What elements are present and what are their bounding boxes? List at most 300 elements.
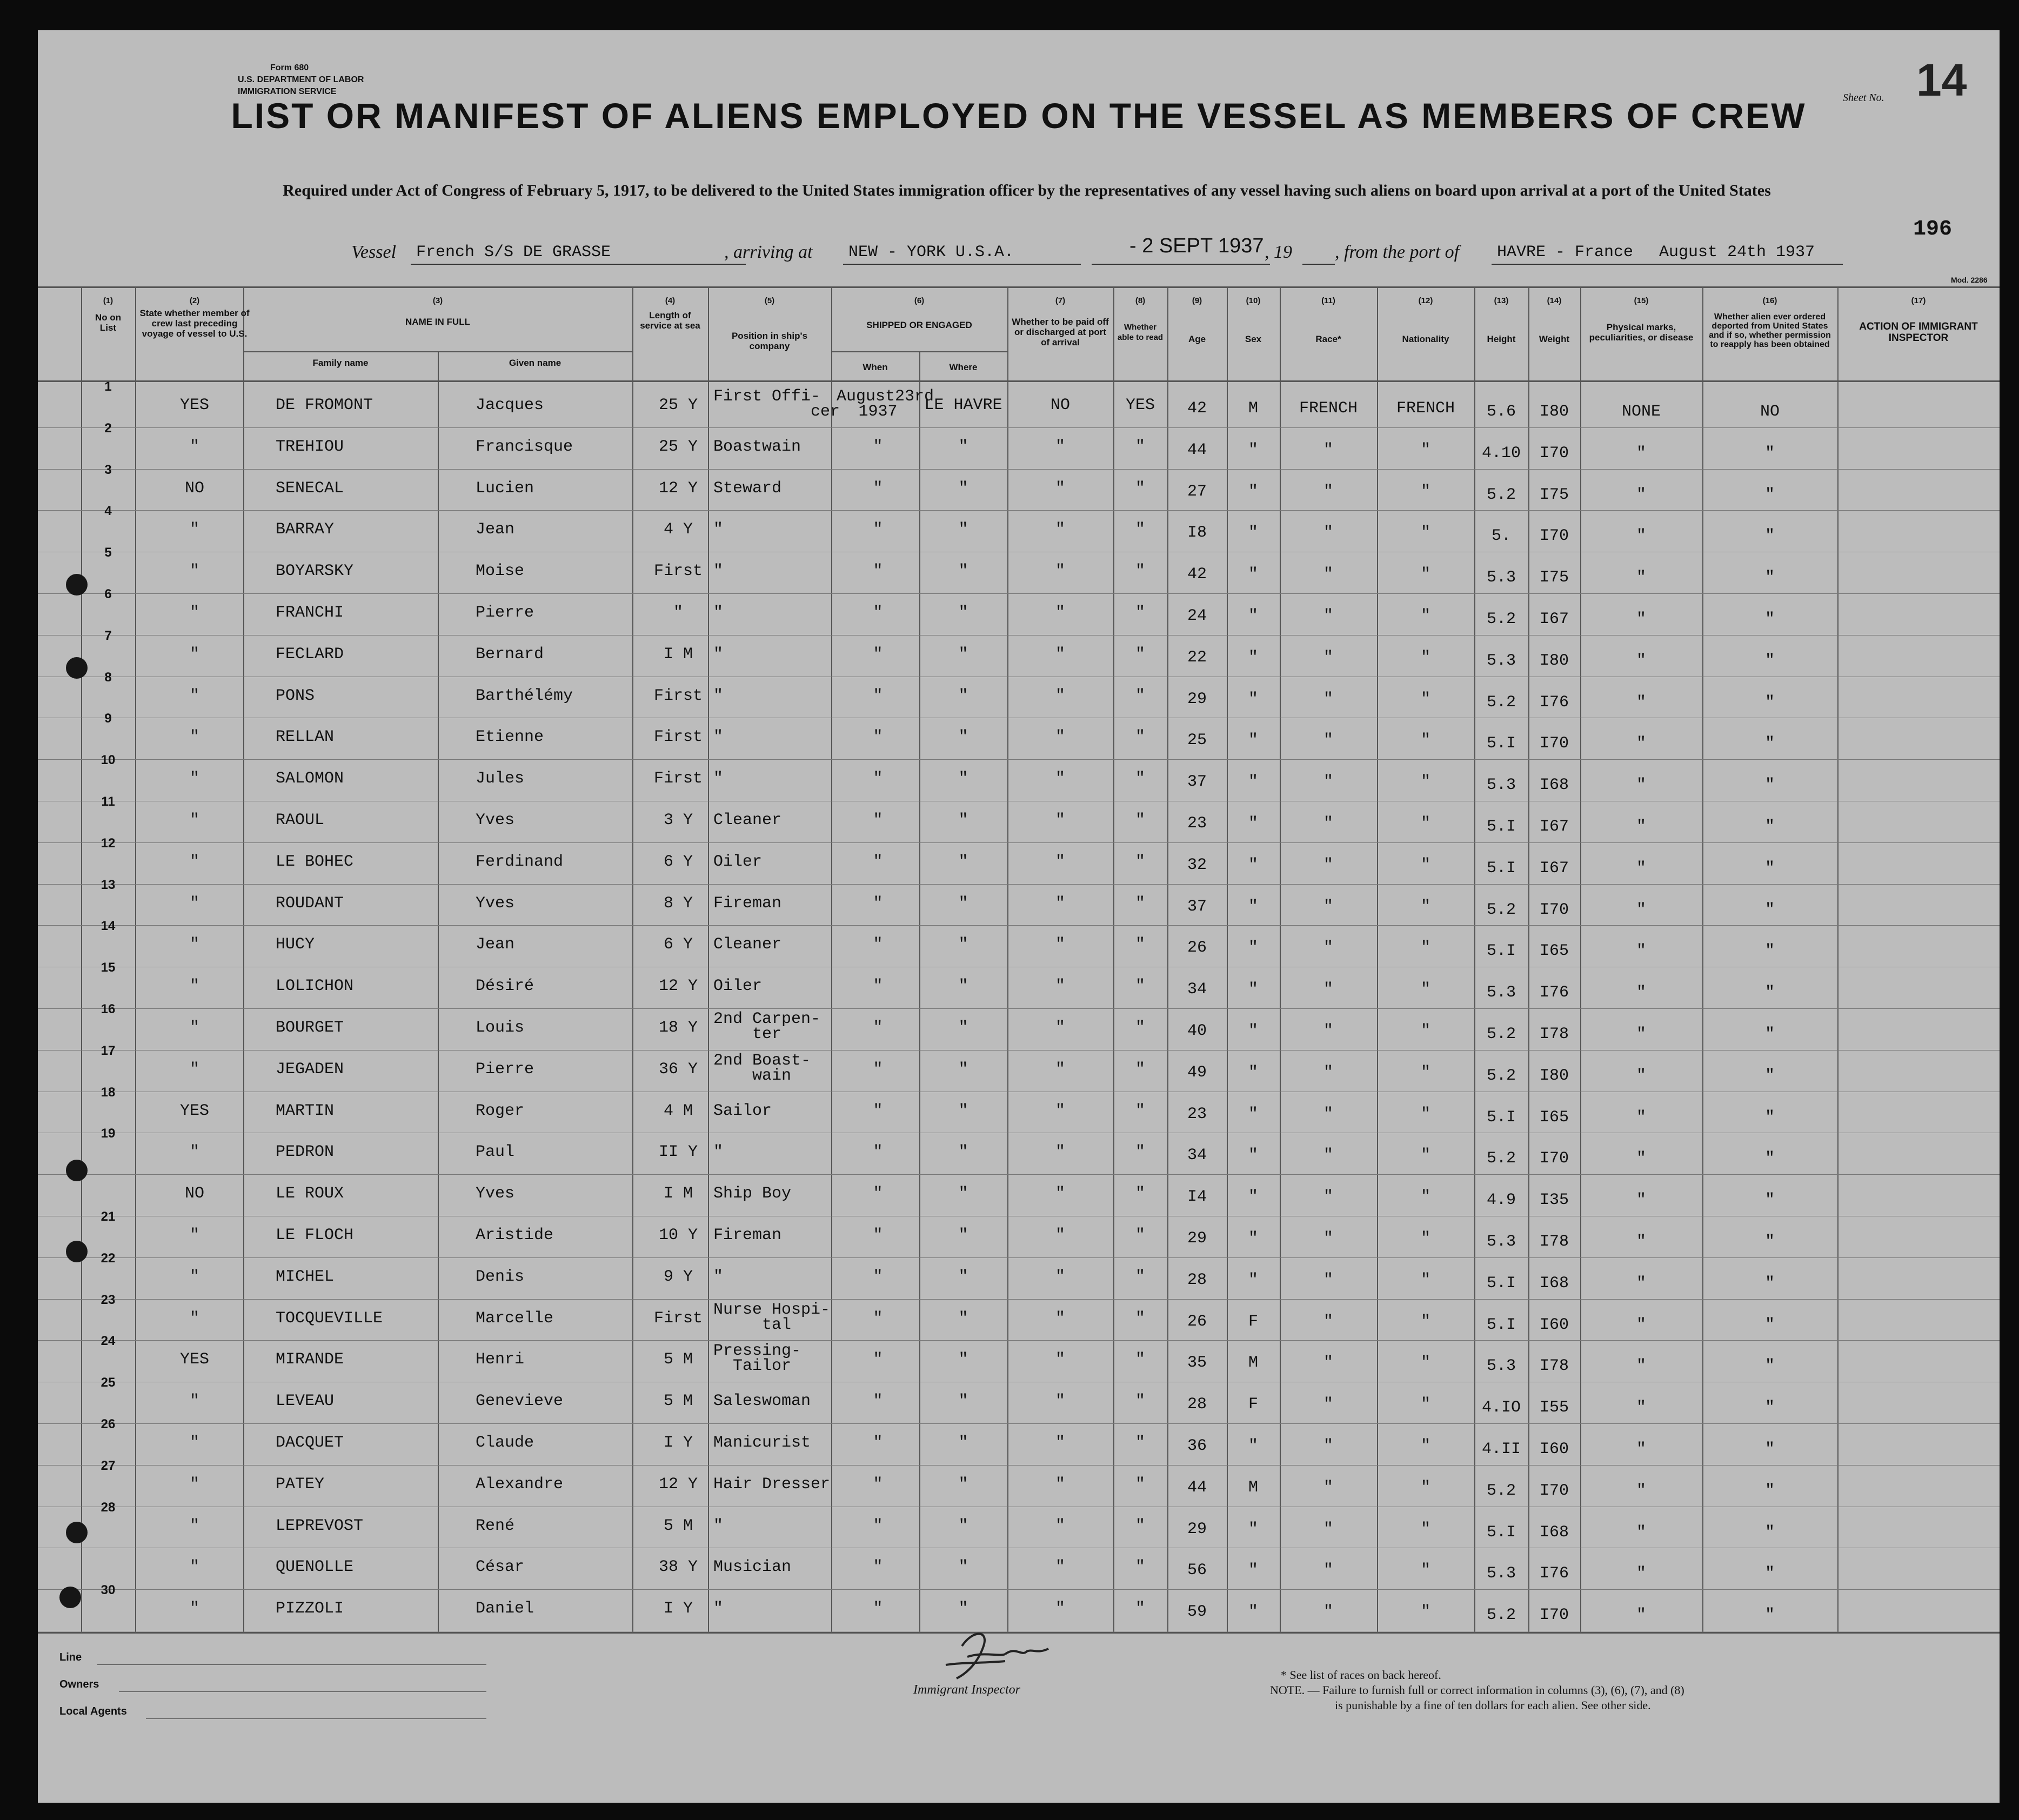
cell-marks: "	[1636, 1523, 1646, 1542]
table-row	[38, 462, 2000, 511]
cell-family: SENECAL	[276, 479, 344, 498]
cell-when: "	[873, 1516, 883, 1535]
cell-age: 37	[1187, 897, 1207, 916]
cell-height: 5.I	[1486, 818, 1516, 836]
cell-race: "	[1323, 1105, 1333, 1123]
cell-no: 24	[101, 1334, 116, 1349]
cell-paid: "	[1055, 686, 1065, 705]
cell-service: 12 Y	[658, 1475, 698, 1494]
cell-marks: "	[1636, 1066, 1646, 1085]
cell-weight: I70	[1539, 444, 1569, 463]
cell-race: "	[1323, 1022, 1333, 1040]
cell-paid: "	[1055, 1019, 1065, 1037]
col7-header: Whether to be paid off or discharged at port of arrival	[1012, 317, 1109, 347]
cell-where: "	[958, 1143, 968, 1162]
table-row	[38, 1375, 2000, 1424]
cell-weight: I78	[1539, 1357, 1569, 1376]
table-row	[38, 1177, 2000, 1216]
cell-height: 4.IO	[1481, 1399, 1521, 1417]
cell-when: August23rd 1937	[837, 387, 934, 421]
cell-sex: "	[1248, 1603, 1258, 1622]
cell-when: "	[873, 686, 883, 705]
cell-read: "	[1135, 1019, 1145, 1037]
cell-family: PONS	[276, 686, 315, 705]
cell-marks: "	[1636, 1274, 1646, 1293]
cell-marks: "	[1636, 1108, 1646, 1127]
cell-deported: "	[1764, 1399, 1775, 1417]
cell-given: Lucien	[476, 479, 534, 498]
cell-sex: "	[1248, 1146, 1258, 1165]
table-row	[38, 753, 2000, 801]
cell-sex: "	[1248, 440, 1258, 459]
document-subtitle: Required under Act of Congress of February 5, 1917, to be delivered to the United States immigration officer by the representatives of any vessel having such aliens on board upon arrival at a port of the United States	[283, 182, 1771, 199]
table-row	[38, 919, 2000, 967]
cell-marks: "	[1636, 1025, 1646, 1043]
cell-paid: "	[1055, 1143, 1065, 1162]
cell-marks: "	[1636, 1440, 1646, 1458]
cell-race: "	[1323, 1395, 1333, 1414]
cell-family: SALOMON	[276, 770, 344, 788]
punch-hole	[66, 1522, 88, 1543]
cell-prev: "	[189, 1434, 199, 1452]
cell-read: "	[1135, 1101, 1145, 1120]
cell-given: Denis	[476, 1267, 525, 1286]
cell-prev: "	[189, 1392, 199, 1411]
cell-when: "	[873, 1600, 883, 1618]
cell-nationality: "	[1420, 980, 1430, 999]
cell-marks: "	[1636, 818, 1646, 836]
cell-height: 4.9	[1486, 1191, 1516, 1210]
cell-race: FRENCH	[1299, 399, 1358, 418]
col16-header: Whether alien ever ordered deported from United States and if so, whether permission to reapply has been obtained	[1709, 312, 1831, 349]
cell-nationality: "	[1420, 648, 1430, 667]
cell-when: "	[873, 562, 883, 581]
cell-marks: "	[1636, 1606, 1646, 1625]
cell-height: 5.3	[1486, 568, 1516, 587]
cell-when: "	[873, 770, 883, 788]
cell-prev: "	[189, 686, 199, 705]
cell-service: First	[653, 1309, 703, 1328]
cell-sex: M	[1248, 399, 1258, 418]
cell-marks: "	[1636, 1564, 1646, 1583]
cell-weight: I76	[1539, 693, 1569, 712]
table-row	[38, 504, 2000, 552]
cell-when: "	[873, 1019, 883, 1037]
cell-family: TREHIOU	[276, 437, 344, 456]
cell-age: 24	[1187, 607, 1207, 625]
cell-age: 34	[1187, 1146, 1207, 1165]
cell-deported: "	[1764, 1274, 1775, 1293]
cell-no: 5	[104, 545, 112, 560]
cell-age: 29	[1187, 1520, 1207, 1538]
cell-height: 5.2	[1486, 1606, 1516, 1625]
cell-paid: "	[1055, 770, 1065, 788]
cell-marks: "	[1636, 1233, 1646, 1251]
cell-given: Alexandre	[476, 1475, 564, 1494]
cell-deported: "	[1764, 776, 1775, 795]
cell-when: "	[873, 1392, 883, 1411]
cell-where: "	[958, 1392, 968, 1411]
cell-family: LEVEAU	[276, 1392, 335, 1411]
local-agents-label: Local Agents	[59, 1705, 127, 1717]
cell-age: 29	[1187, 690, 1207, 708]
cell-prev: NO	[184, 479, 204, 498]
cell-service: 10 Y	[658, 1226, 698, 1244]
cell-no: 3	[104, 462, 112, 477]
cell-deported: "	[1764, 1066, 1775, 1085]
cell-family: DE FROMONT	[276, 396, 373, 414]
cell-weight: I75	[1539, 485, 1569, 504]
cell-family: BOURGET	[276, 1019, 344, 1037]
cell-prev: "	[189, 852, 199, 871]
cell-where: "	[958, 770, 968, 788]
cell-prev: "	[189, 935, 199, 954]
col12-header: Nationality	[1402, 334, 1449, 344]
cell-weight: I75	[1539, 568, 1569, 587]
cell-prev: "	[189, 770, 199, 788]
cell-deported: "	[1764, 1440, 1775, 1458]
cell-when: "	[873, 437, 883, 456]
cell-weight: I67	[1539, 610, 1569, 628]
cell-race: "	[1323, 1603, 1333, 1622]
cell-paid: "	[1055, 1185, 1065, 1203]
col3-family-header: Family name	[312, 358, 369, 368]
cell-prev: "	[189, 894, 199, 913]
cell-age: I4	[1187, 1188, 1207, 1207]
cell-service: First	[653, 686, 703, 705]
cell-service: 6 Y	[663, 935, 693, 954]
cell-deported: "	[1764, 568, 1775, 587]
punch-hole	[66, 1241, 88, 1262]
departure-port: HAVRE - France	[1497, 243, 1634, 262]
cell-height: 5.3	[1486, 1233, 1516, 1251]
cell-no: 28	[101, 1500, 116, 1515]
cell-no: 18	[101, 1085, 116, 1100]
table-row	[38, 1551, 2000, 1590]
cell-when: "	[873, 1267, 883, 1286]
cell-when: "	[873, 1309, 883, 1328]
cell-race: "	[1323, 1146, 1333, 1165]
cell-nationality: "	[1420, 855, 1430, 874]
cell-paid: "	[1055, 1434, 1065, 1452]
cell-race: "	[1323, 1312, 1333, 1331]
cell-position: First Offi- cer	[713, 387, 840, 421]
cell-no: 7	[104, 628, 112, 643]
cell-nationality: "	[1420, 565, 1430, 584]
cell-no: 16	[101, 1002, 116, 1016]
cell-marks: "	[1636, 859, 1646, 878]
cell-nationality: "	[1420, 773, 1430, 792]
cell-no: 25	[101, 1375, 116, 1390]
cell-where: "	[958, 604, 968, 622]
cell-prev: "	[189, 1226, 199, 1244]
cell-marks: "	[1636, 1399, 1646, 1417]
cell-service: 3 Y	[663, 811, 693, 829]
cell-service: 4 M	[663, 1101, 693, 1120]
col3-number: (3)	[432, 296, 443, 305]
cell-nationality: "	[1420, 690, 1430, 708]
cell-nationality: "	[1420, 1229, 1430, 1248]
cell-read: "	[1135, 852, 1145, 871]
arrival-port: NEW - YORK U.S.A.	[848, 243, 1014, 262]
col8-header: Whether able to read	[1117, 323, 1164, 342]
cell-prev: "	[189, 1558, 199, 1577]
cell-nationality: "	[1420, 524, 1430, 543]
table-row	[38, 1417, 2000, 1466]
cell-paid: "	[1055, 894, 1065, 913]
cell-sex: "	[1248, 1188, 1258, 1207]
cell-deported: "	[1764, 1191, 1775, 1210]
cell-prev: YES	[179, 1101, 209, 1120]
cell-no: 9	[104, 711, 112, 726]
cell-sex: M	[1248, 1354, 1258, 1373]
col15-number: (15)	[1634, 296, 1649, 305]
table-row	[38, 1458, 2000, 1507]
cell-prev: "	[189, 1600, 199, 1618]
sheet-number: 14	[1916, 55, 1967, 105]
cell-position: "	[713, 770, 724, 788]
owners-label: Owners	[59, 1678, 99, 1690]
cell-read: "	[1135, 1392, 1145, 1411]
cell-when: "	[873, 520, 883, 539]
cell-where: "	[958, 1267, 968, 1286]
cell-prev: YES	[179, 396, 209, 414]
cell-deported: "	[1764, 527, 1775, 546]
cell-nationality: "	[1420, 1354, 1430, 1373]
cell-marks: "	[1636, 485, 1646, 504]
cell-read: "	[1135, 520, 1145, 539]
cell-sex: "	[1248, 482, 1258, 501]
cell-sex: "	[1248, 1105, 1258, 1123]
cell-race: "	[1323, 855, 1333, 874]
cell-race: "	[1323, 1520, 1333, 1538]
cell-service: 5 M	[663, 1392, 693, 1411]
cell-no: 22	[101, 1250, 116, 1266]
cell-height: 5.2	[1486, 1149, 1516, 1168]
cell-family: LEPREVOST	[276, 1516, 364, 1535]
cell-where: "	[958, 1600, 968, 1618]
cell-height: 5.I	[1486, 1274, 1516, 1293]
cell-sex: F	[1248, 1395, 1258, 1414]
cell-sex: "	[1248, 897, 1258, 916]
cell-sex: "	[1248, 1063, 1258, 1082]
departure-date: August 24th 1937	[1659, 243, 1815, 262]
cell-nationality: "	[1420, 440, 1430, 459]
cell-prev: "	[189, 1475, 199, 1494]
cell-no: 23	[101, 1292, 116, 1307]
cell-paid: "	[1055, 935, 1065, 954]
cell-where: "	[958, 1309, 968, 1328]
cell-position: "	[713, 520, 724, 539]
cell-deported: "	[1764, 900, 1775, 919]
cell-service: 9 Y	[663, 1267, 693, 1286]
cell-family: LE ROUX	[276, 1185, 344, 1203]
table-row	[38, 420, 2000, 470]
cell-race: "	[1323, 939, 1333, 958]
cell-position: "	[713, 1267, 724, 1286]
cell-given: Daniel	[476, 1600, 534, 1618]
cell-weight: I78	[1539, 1025, 1569, 1043]
cell-nationality: "	[1420, 1395, 1430, 1414]
col2-header: State whether member of crew last preceding voyage of vessel to U.S.	[139, 308, 250, 339]
cell-when: "	[873, 645, 883, 664]
cell-sex: "	[1248, 1437, 1258, 1455]
cell-marks: "	[1636, 983, 1646, 1002]
cell-weight: I76	[1539, 1564, 1569, 1583]
cell-sex: "	[1248, 690, 1258, 708]
immigrant-inspector-label: Immigrant Inspector	[913, 1683, 1020, 1697]
cell-deported: "	[1764, 1606, 1775, 1625]
cell-paid: "	[1055, 811, 1065, 829]
cell-deported: "	[1764, 1523, 1775, 1542]
cell-sex: "	[1248, 648, 1258, 667]
col17-header: ACTION OF IMMIGRANT INSPECTOR	[1859, 321, 1978, 344]
cell-where: "	[958, 1060, 968, 1079]
cell-sex: F	[1248, 1312, 1258, 1331]
cell-paid: "	[1055, 1392, 1065, 1411]
cell-where: "	[958, 1019, 968, 1037]
cell-paid: "	[1055, 728, 1065, 747]
cell-race: "	[1323, 1354, 1333, 1373]
table-row	[38, 587, 2000, 635]
cell-sex: "	[1248, 1229, 1258, 1248]
cell-marks: "	[1636, 776, 1646, 795]
cell-height: 5.2	[1486, 610, 1516, 628]
cell-height: 5.2	[1486, 1025, 1516, 1043]
department-name: U.S. DEPARTMENT OF LABOR	[238, 75, 364, 84]
cell-sex: "	[1248, 731, 1258, 750]
cell-where: "	[958, 1101, 968, 1120]
cell-service: I Y	[663, 1600, 693, 1618]
cell-paid: "	[1055, 1101, 1065, 1120]
col7-number: (7)	[1055, 296, 1066, 305]
cell-when: "	[873, 728, 883, 747]
cell-marks: "	[1636, 1149, 1646, 1168]
cell-service: 5 M	[663, 1516, 693, 1535]
cell-position: "	[713, 1516, 724, 1535]
cell-deported: "	[1764, 942, 1775, 961]
cell-where: "	[958, 1226, 968, 1244]
cell-position: Musician	[713, 1558, 792, 1577]
cell-prev: "	[189, 1267, 199, 1286]
cell-no: 11	[101, 794, 115, 809]
cell-height: 4.II	[1481, 1440, 1521, 1458]
table-row	[38, 1209, 2000, 1258]
cell-prev: "	[189, 1143, 199, 1162]
cell-when: "	[873, 852, 883, 871]
cell-no: 6	[104, 587, 112, 601]
cell-age: 29	[1187, 1229, 1207, 1248]
cell-given: Jacques	[476, 396, 544, 414]
cell-weight: I78	[1539, 1233, 1569, 1251]
cell-read: "	[1135, 437, 1145, 456]
cell-position: Steward	[713, 479, 782, 498]
cell-marks: "	[1636, 610, 1646, 628]
cell-weight: I68	[1539, 1523, 1569, 1542]
cell-family: ROUDANT	[276, 894, 344, 913]
cell-age: 23	[1187, 814, 1207, 833]
table-row	[38, 1500, 2000, 1549]
cell-paid: "	[1055, 562, 1065, 581]
cell-when: "	[873, 1350, 883, 1369]
cell-service: 25 Y	[658, 437, 698, 456]
cell-nationality: "	[1420, 897, 1430, 916]
cell-nationality: "	[1420, 1105, 1430, 1123]
cell-prev: "	[189, 645, 199, 664]
year-label: , 19	[1265, 242, 1292, 262]
cell-when: "	[873, 1558, 883, 1577]
cell-given: Jean	[476, 520, 515, 539]
col12-number: (12)	[1418, 296, 1433, 305]
cell-where: "	[958, 1516, 968, 1535]
cell-sex: "	[1248, 1561, 1258, 1580]
cell-age: 44	[1187, 1478, 1207, 1497]
col9-number: (9)	[1192, 296, 1202, 305]
cell-where: "	[958, 811, 968, 829]
punch-hole	[66, 1160, 88, 1181]
manifest-sheet	[38, 30, 2000, 1803]
cell-race: "	[1323, 1561, 1333, 1580]
cell-given: Jean	[476, 935, 515, 954]
cell-height: 5.I	[1486, 734, 1516, 753]
cell-read: "	[1135, 935, 1145, 954]
cell-nationality: "	[1420, 1437, 1430, 1455]
cell-sex: "	[1248, 1270, 1258, 1289]
col10-number: (10)	[1246, 296, 1261, 305]
cell-when: "	[873, 604, 883, 622]
cell-family: BOYARSKY	[276, 562, 354, 581]
arriving-label: , arriving at	[724, 242, 813, 262]
table-row	[38, 1292, 2000, 1341]
cell-sex: "	[1248, 814, 1258, 833]
col15-header: Physical marks, peculiarities, or disease	[1589, 322, 1694, 343]
cell-nationality: "	[1420, 607, 1430, 625]
cell-deported: "	[1764, 1481, 1775, 1500]
cell-when: "	[873, 811, 883, 829]
vessel-label: Vessel	[351, 242, 397, 262]
cell-age: 26	[1187, 1312, 1207, 1331]
cell-nationality: FRENCH	[1396, 399, 1455, 418]
cell-age: I8	[1187, 524, 1207, 543]
punch-hole	[66, 657, 88, 679]
cell-paid: "	[1055, 1350, 1065, 1369]
cell-family: BARRAY	[276, 520, 335, 539]
cell-age: 49	[1187, 1063, 1207, 1082]
col4-number: (4)	[665, 296, 676, 305]
cell-read: "	[1135, 1309, 1145, 1328]
cell-prev: "	[189, 604, 199, 622]
cell-when: "	[873, 479, 883, 498]
cell-read: "	[1135, 1226, 1145, 1244]
cell-sex: "	[1248, 773, 1258, 792]
cell-height: 5.6	[1486, 403, 1516, 421]
cell-service: 25 Y	[658, 396, 698, 414]
cell-weight: I68	[1539, 1274, 1569, 1293]
cell-weight: I80	[1539, 651, 1569, 670]
cell-family: MARTIN	[276, 1101, 335, 1120]
cell-family: FRANCHI	[276, 604, 344, 622]
cell-paid: "	[1055, 1516, 1065, 1535]
col14-header: Weight	[1539, 334, 1570, 344]
cell-family: PIZZOLI	[276, 1600, 344, 1618]
cell-age: 22	[1187, 648, 1207, 667]
cell-deported: "	[1764, 610, 1775, 628]
cell-deported: "	[1764, 818, 1775, 836]
cell-weight: I65	[1539, 942, 1569, 961]
cell-family: HUCY	[276, 935, 315, 954]
table-row	[38, 1334, 2000, 1382]
cell-deported: "	[1764, 1564, 1775, 1583]
